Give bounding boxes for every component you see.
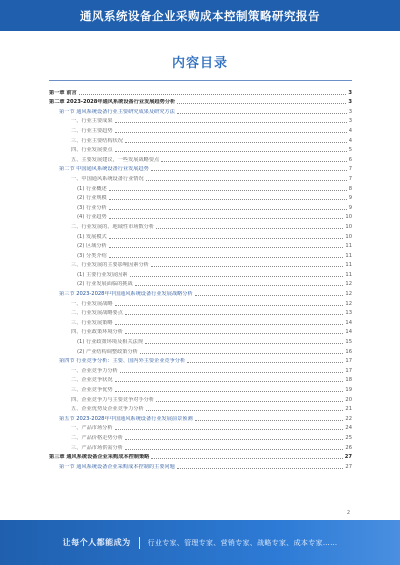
toc-entry[interactable] [49, 249, 352, 259]
toc-entry-title: 第三节 2023-2028年中国通风系统设备行业发展战略分析 [49, 291, 194, 297]
toc-entry[interactable] [49, 451, 352, 461]
toc-leader-dots [115, 122, 347, 123]
toc-entry-page: 27 [344, 454, 352, 461]
toc-leader-dots [146, 410, 344, 411]
toc-entry[interactable] [49, 134, 352, 144]
toc-entry-title: 二、企业竞争状况 [49, 377, 114, 383]
toc-entry-page: 11 [345, 271, 352, 278]
toc-entry[interactable] [49, 163, 352, 173]
toc-entry[interactable] [49, 287, 352, 297]
toc-entry-title: 第二章 2023-2028年通风系统设备行业发展趋势分析 [49, 99, 176, 106]
toc-entry[interactable] [49, 412, 352, 422]
toc-entry[interactable] [49, 297, 352, 307]
toc-leader-dots [109, 218, 344, 219]
toc-entry-page: 14 [345, 319, 352, 326]
toc-leader-dots [125, 439, 344, 440]
toc-leader-dots [125, 142, 347, 143]
toc-entry-title: (1) 行业概述 [49, 186, 108, 192]
toc-entry-page: 11 [345, 252, 352, 259]
toc-entry[interactable] [49, 431, 352, 441]
toc-entry-page: 16 [345, 348, 352, 355]
toc-entry-title: 二、行业发展战略要点 [49, 310, 124, 316]
toc-entry-page: 3 [348, 118, 352, 125]
footer-slogan: 让每个人都能成为 [62, 538, 131, 547]
toc-entry[interactable] [49, 182, 352, 192]
footer-divider [139, 537, 140, 549]
toc-entry-page: 4 [348, 137, 352, 144]
toc-entry[interactable] [49, 105, 352, 115]
toc-entry-title: 第四节 行业竞争分析：主要、国内外主要企业竞争分析 [49, 358, 186, 364]
toc-entry-title: 第一章 前言 [49, 89, 77, 96]
report-footer [0, 520, 400, 565]
toc-leader-dots [177, 468, 344, 469]
toc-entry-title: 二、行业发展的、地域性市场数分析 [49, 224, 155, 230]
toc-entry-title: 一、企业竞争力分析 [49, 368, 119, 374]
toc-entry-title: (1) 行业政策环境及相关法规 [49, 339, 144, 345]
toc-entry[interactable] [49, 259, 352, 269]
toc-entry-page: 22 [345, 415, 352, 422]
toc-entry-page: 15 [345, 339, 352, 346]
toc-entry-title: 第一节 通风系统设备行业主要研究成果及研究方法 [49, 109, 176, 115]
toc-entry-page: 5 [348, 147, 352, 154]
toc-entry-page: 12 [345, 281, 352, 288]
toc-entry-page: 13 [345, 310, 352, 317]
toc-entry-title: 第五节 2023-2028年中国通风系统设备行业发展前景预测 [49, 416, 194, 422]
toc-entry-page: 10 [345, 233, 352, 240]
toc-entry[interactable] [49, 355, 352, 365]
toc-entry[interactable] [49, 153, 352, 163]
toc-entry-page: 11 [345, 243, 352, 250]
toc-entry-title: 五、企业优势及企业竞争力分析 [49, 406, 145, 412]
toc-entry[interactable] [49, 460, 352, 470]
footer-tagline: 行业专家、管理专家、营销专家、战略专家、成本专家…… [147, 538, 338, 547]
toc-leader-dots [115, 324, 344, 325]
toc-leader-dots [151, 266, 344, 267]
toc-entry-title: 二、行业主要趋势 [49, 128, 114, 134]
toc-entry-title: 一、行业发展战略 [49, 301, 114, 307]
toc-leader-dots [145, 343, 343, 344]
toc-leader-dots [109, 190, 347, 191]
toc-entry-title: 三、行业发展的主要影响因素分析 [49, 262, 150, 268]
toc-entry[interactable] [49, 220, 352, 230]
toc-entry[interactable] [49, 393, 352, 403]
toc-entry-page: 9 [348, 195, 352, 202]
toc-entry[interactable] [49, 96, 352, 106]
toc-entry-title: 三、企业竞争优势 [49, 387, 114, 393]
toc-leader-dots [177, 113, 347, 114]
toc-leader-dots [161, 161, 346, 162]
toc-entry[interactable] [49, 124, 352, 134]
toc-leader-dots [109, 238, 344, 239]
toc-leader-dots [115, 391, 344, 392]
toc-entry[interactable] [49, 86, 352, 96]
toc-entry[interactable] [49, 316, 352, 326]
toc-leader-dots [125, 314, 344, 315]
toc-entry-page: 18 [345, 377, 352, 384]
toc-leader-dots [115, 132, 347, 133]
toc-entry[interactable] [49, 268, 352, 278]
toc-entry[interactable] [49, 211, 352, 221]
toc-leader-dots [156, 401, 343, 402]
toc-entry-title: (2) 行业规模 [49, 195, 108, 201]
toc-entry[interactable] [49, 278, 352, 288]
toc-entry-title: 第二节 中国通风系统设备行业发展趋势 [49, 166, 150, 172]
toc-leader-dots [109, 209, 347, 210]
toc-entry[interactable] [49, 307, 352, 317]
toc-leader-dots [177, 103, 346, 104]
toc-leader-dots [109, 257, 344, 258]
toc-entry-page: 25 [345, 434, 352, 441]
toc-entry[interactable] [49, 364, 352, 374]
toc-entry-page: 26 [345, 444, 352, 451]
toc-leader-dots [187, 362, 343, 363]
toc-entry-title: 三、行业主要结构状况 [49, 138, 124, 144]
toc-entry-page: 9 [348, 204, 352, 211]
toc-entry-page: 20 [345, 396, 352, 403]
toc-entry-title: 一、产品市场分析 [49, 425, 114, 431]
toc-leader-dots [115, 381, 344, 382]
toc-leader-dots [151, 170, 347, 171]
toc-entry-page: 8 [348, 185, 352, 192]
toc-entry[interactable] [49, 374, 352, 384]
toc-entry-title: 三、产品市场供需分析 [49, 445, 124, 451]
toc-entry-title: 三、行业发展策略 [49, 320, 114, 326]
toc-entry-title: (1) 发展模式 [49, 234, 108, 240]
toc-leader-dots [151, 458, 342, 459]
toc-entry-title: 一、中国通风系统设备行业情况 [49, 176, 145, 182]
toc-entry-page: 10 [345, 214, 352, 221]
toc-leader-dots [115, 429, 344, 430]
toc-entry-page: 7 [348, 166, 352, 173]
toc-entry[interactable] [49, 403, 352, 413]
toc-entry-title: 一、行业主要成果 [49, 118, 114, 124]
report-title: 通风系统设备企业采购成本控制策略研究报告 [80, 8, 320, 23]
toc-entry-page: 4 [348, 127, 352, 134]
toc-entry-page: 10 [345, 223, 352, 230]
toc-entry-title: (3) 分类介绍 [49, 253, 108, 259]
toc-entry-page: 11 [345, 262, 352, 269]
toc-entry-title: (2) 产业结构调整政策分析 [49, 349, 139, 355]
toc-entry-page: 19 [345, 387, 352, 393]
toc-entry-title: (2) 行业发展面临的挑战 [49, 281, 134, 287]
toc-entry[interactable] [49, 115, 352, 125]
toc-entry[interactable] [49, 201, 352, 211]
toc-leader-dots [156, 228, 343, 229]
toc-entry-page: 21 [345, 406, 352, 413]
toc-entry[interactable] [49, 345, 352, 355]
toc-entry[interactable] [49, 172, 352, 182]
toc-leader-dots [195, 295, 344, 296]
toc-leader-dots [146, 180, 347, 181]
toc-entry[interactable] [49, 230, 352, 240]
toc-entry[interactable] [49, 144, 352, 154]
toc-entry-title: 四、行业政策环境分析 [49, 329, 124, 335]
toc-entry-page: 24 [345, 425, 352, 432]
toc-entry-page: 14 [345, 329, 352, 336]
toc-entry-title: 四、企业竞争力与主要竞争对手分析 [49, 397, 155, 403]
toc-leader-dots [115, 151, 347, 152]
toc-leader-dots [125, 449, 344, 450]
table-of-contents [49, 86, 352, 470]
toc-entry-title: 五、主要发展建议，一些发展战略要点 [49, 157, 160, 163]
toc-entry[interactable] [49, 441, 352, 451]
toc-entry-page: 17 [345, 367, 352, 374]
page-number: 2 [346, 510, 350, 516]
toc-heading: 内容目录 [171, 56, 228, 71]
toc-entry[interactable] [49, 192, 352, 202]
toc-entry[interactable] [49, 422, 352, 432]
toc-entry-page: 17 [345, 358, 352, 365]
toc-leader-dots [79, 94, 347, 95]
toc-leader-dots [140, 353, 344, 354]
toc-entry-title: 第三章 通风系统设备企业采购成本控制策略 [49, 454, 150, 461]
toc-entry-page: 12 [345, 291, 352, 298]
toc-leader-dots [109, 199, 347, 200]
toc-entry-title: (1) 主要行业发展因素 [49, 272, 129, 278]
toc-entry-page: 3 [348, 89, 352, 96]
toc-entry-page: 27 [345, 463, 352, 470]
toc-leader-dots [109, 247, 344, 248]
toc-entry[interactable] [49, 383, 352, 393]
toc-leader-dots [135, 285, 344, 286]
toc-entry-title: (2) 区域分析 [49, 243, 108, 249]
toc-entry-page: 7 [348, 175, 352, 182]
toc-entry-title: (4) 行业趋势 [49, 214, 108, 220]
toc-entry[interactable] [49, 326, 352, 336]
toc-entry-page: 12 [345, 300, 352, 307]
toc-entry-page: 3 [348, 99, 352, 106]
toc-entry-title: 第一节 通风系统设备企业采购成本控制的主要问题 [49, 464, 176, 470]
report-header [0, 0, 400, 31]
toc-leader-dots [130, 276, 344, 277]
toc-entry[interactable] [49, 335, 352, 345]
toc-entry-title: 二、产品价格走势分析 [49, 435, 124, 441]
toc-entry-title: (3) 行业分析 [49, 205, 108, 211]
toc-leader-dots [115, 305, 344, 306]
toc-leader-dots [195, 420, 344, 421]
toc-heading-divider [49, 80, 352, 81]
toc-leader-dots [120, 372, 344, 373]
toc-entry[interactable] [49, 240, 352, 250]
toc-entry-title: 四、行业发展要点 [49, 147, 114, 153]
toc-leader-dots [125, 333, 344, 334]
toc-entry-page: 6 [348, 156, 352, 163]
toc-entry-page: 3 [348, 108, 352, 115]
